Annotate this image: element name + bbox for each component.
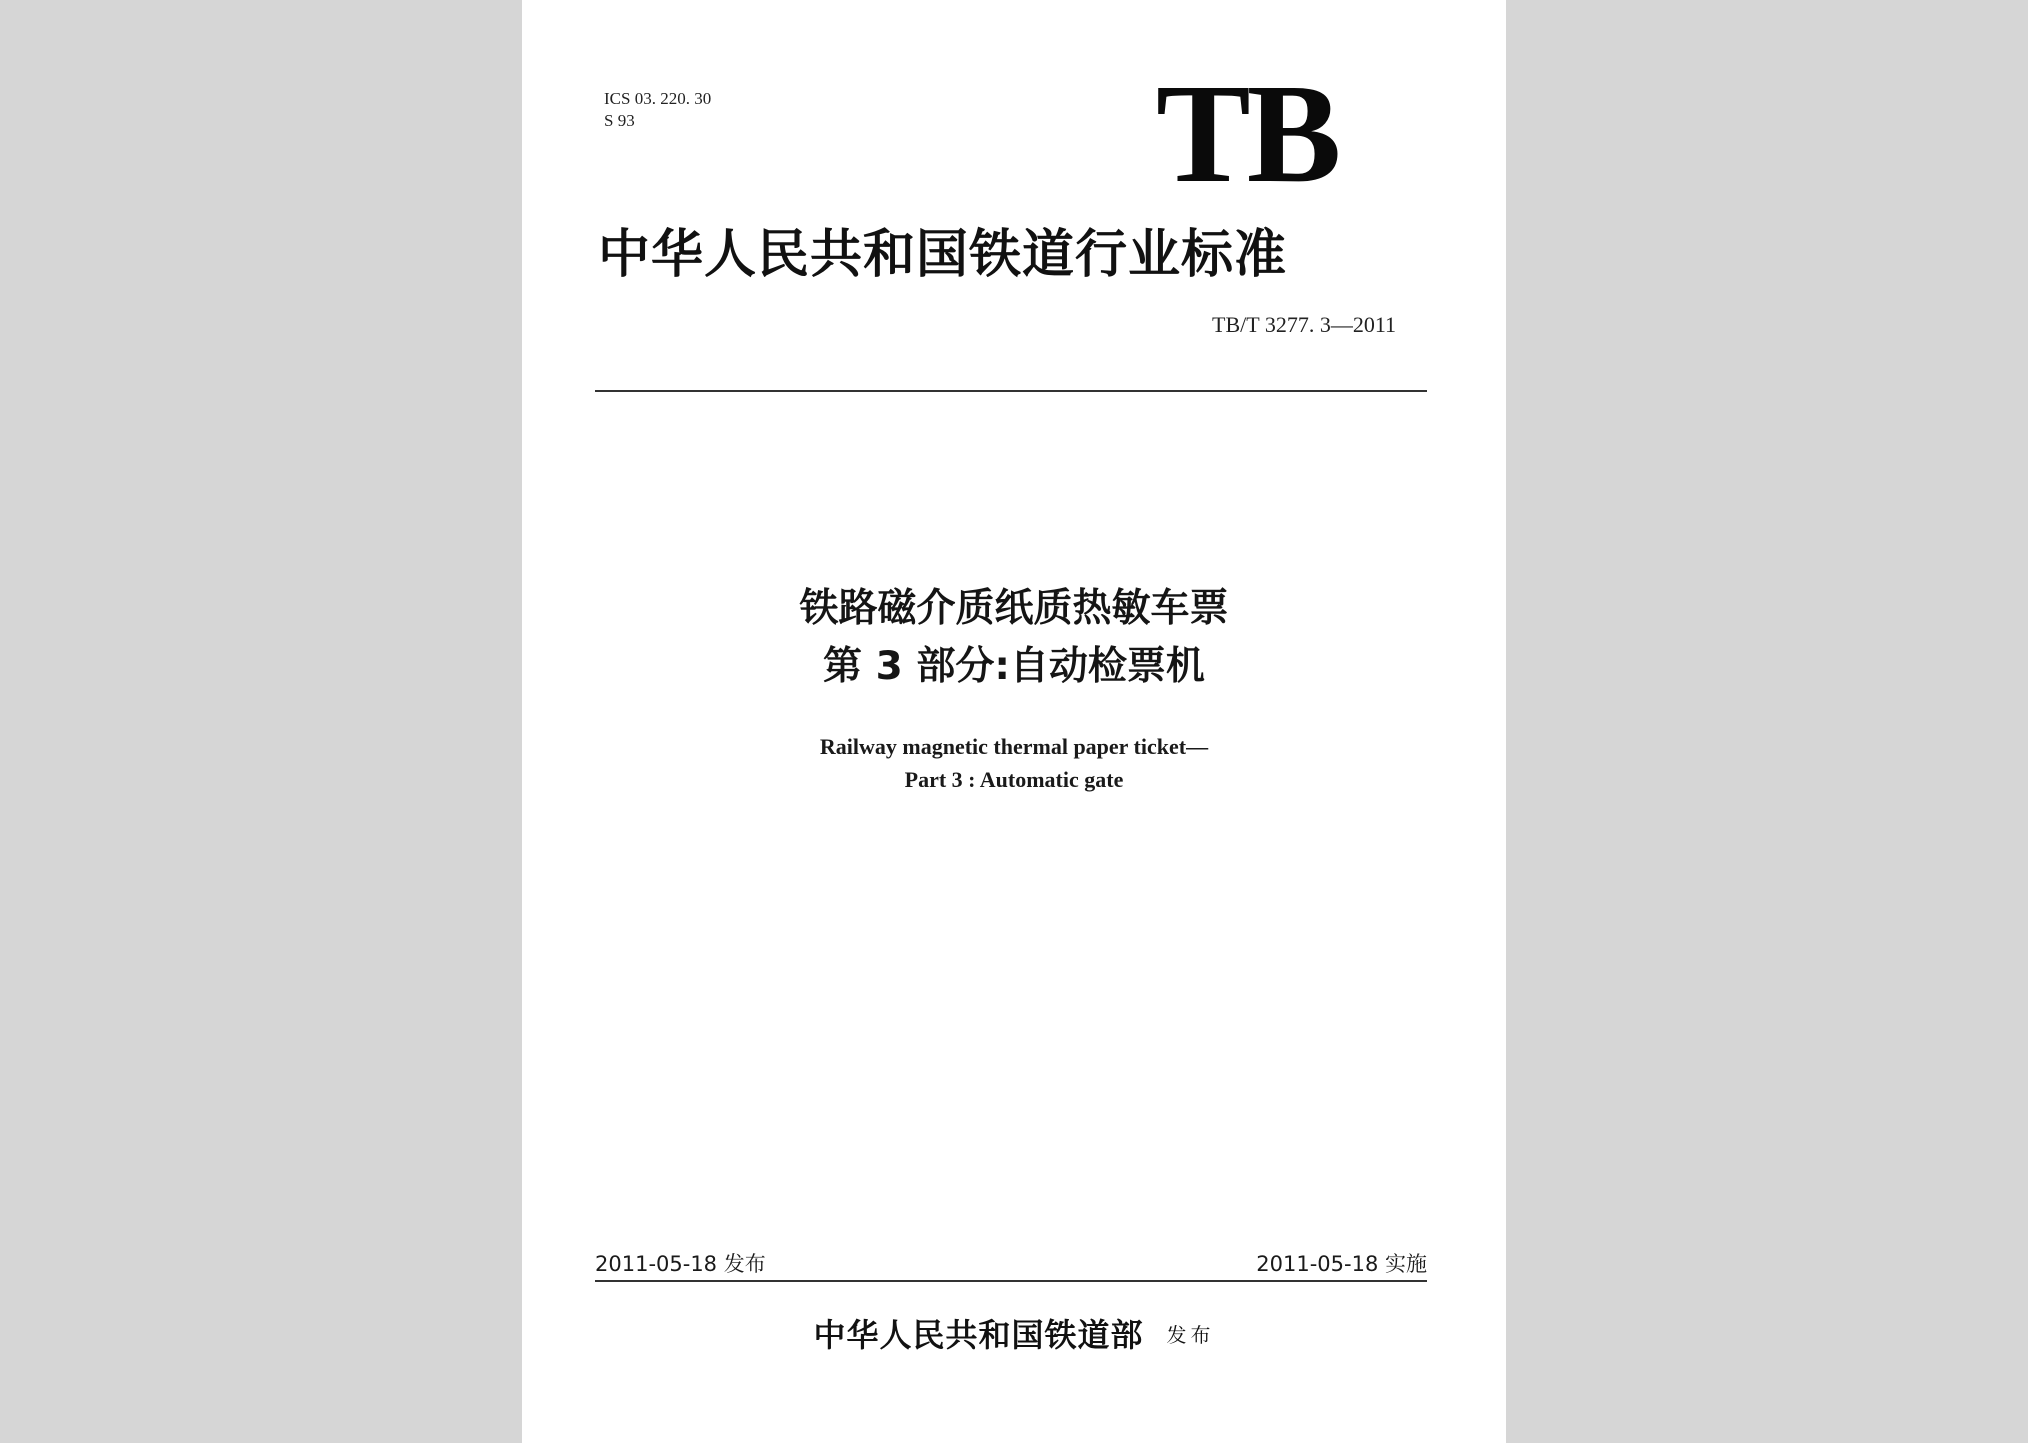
tb-logo: TB <box>1156 54 1338 212</box>
bottom-divider <box>595 1280 1427 1282</box>
top-divider <box>595 390 1427 392</box>
document-page <box>522 0 1506 1443</box>
english-title <box>522 730 1506 796</box>
issue-date: 2011-05-18 发布 <box>595 1252 766 1276</box>
english-title-line-1: Railway magnetic thermal paper ticket— <box>819 734 1209 759</box>
chinese-title <box>522 580 1506 696</box>
classification-codes <box>604 88 711 132</box>
publisher-name: 中华人民共和国铁道部 <box>813 1316 1144 1354</box>
publisher-action: 发布 <box>1166 1322 1215 1347</box>
implement-date: 2011-05-18 实施 <box>1256 1252 1427 1276</box>
ccs-code: S 93 <box>604 111 635 130</box>
chinese-title-line-2: 第 3 部分:自动检票机 <box>823 644 1205 689</box>
standard-number: TB/T 3277. 3—2011 <box>1212 312 1396 337</box>
ics-code: ICS 03. 220. 30 <box>604 89 712 108</box>
chinese-title-line-1: 铁路磁介质纸质热敏车票 <box>799 586 1229 631</box>
org-title: 中华人民共和国铁道行业标准 <box>598 225 1288 285</box>
publisher-line <box>522 1310 1506 1356</box>
english-title-line-2: Part 3 : Automatic gate <box>904 767 1124 792</box>
